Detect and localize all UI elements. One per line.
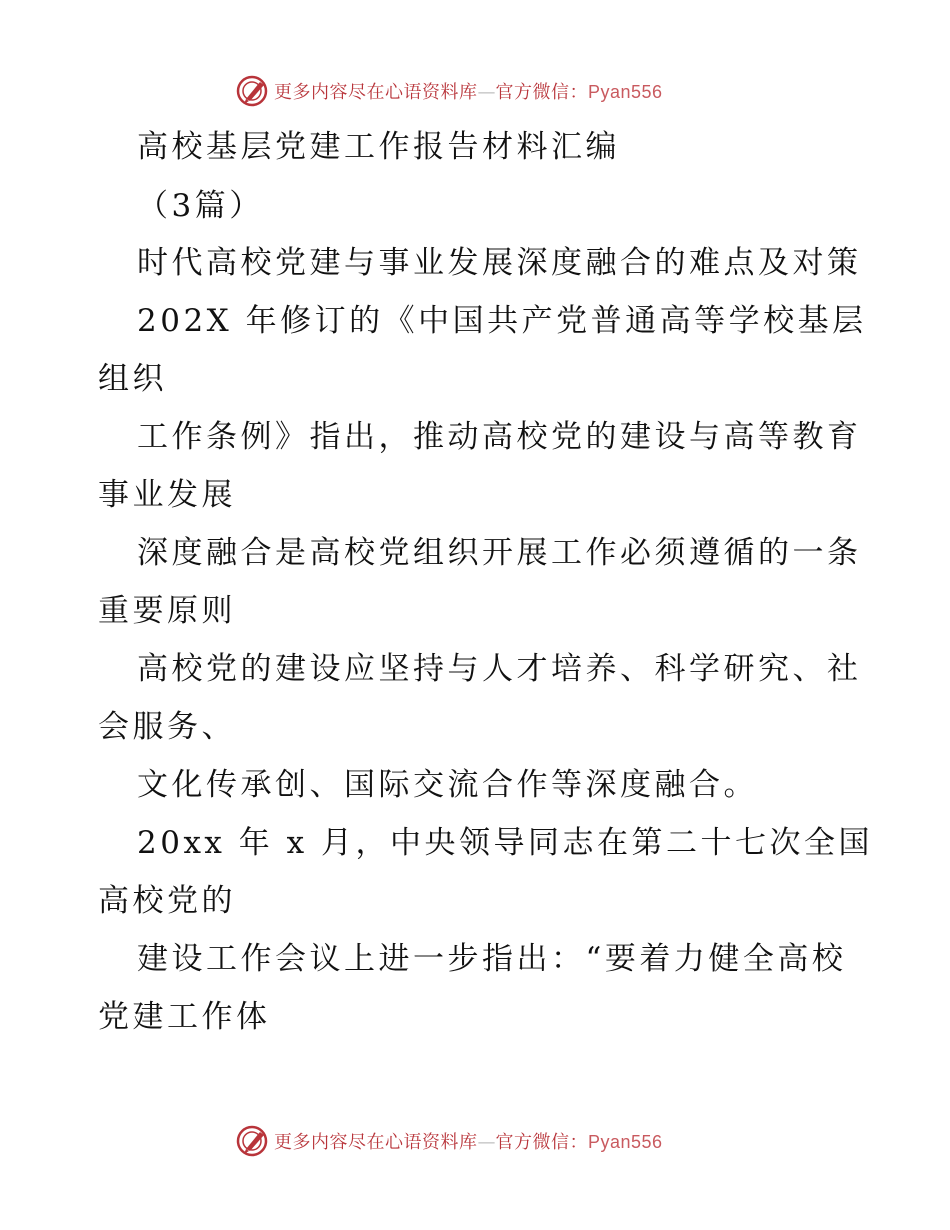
paragraph-line: 重要原则: [98, 593, 236, 629]
paragraph-line: 时代高校党建与事业发展深度融合的难点及对策: [137, 245, 862, 281]
paragraph-line: 工作条例》指出，推动高校党的建设与高等教育: [137, 419, 862, 455]
header-banner-text: [274, 78, 663, 104]
paragraph-line: 党建工作体: [98, 999, 271, 1035]
paragraph-line: 高校党的建设应坚持与人才培养、科学研究、社: [137, 651, 862, 687]
footer-banner-title: 更多内容尽在心语资料库: [274, 1132, 478, 1153]
footer-banner-separator: —: [477, 1132, 496, 1153]
header-banner[interactable]: [236, 74, 663, 108]
header-banner-title: 更多内容尽在心语资料库: [274, 82, 478, 103]
header-banner-separator: —: [477, 82, 496, 103]
paragraph-line: 文化传承创、国际交流合作等深度融合。: [137, 767, 758, 803]
paragraph-line: 深度融合是高校党组织开展工作必须遵循的一条: [137, 535, 862, 571]
paragraph-line: 20xx 年 x 月，中央领导同志在第二十七次全国: [137, 825, 873, 861]
pen-logo-icon: [236, 1124, 270, 1158]
paragraph-line: 202X 年修订的《中国共产党普通高等学校基层: [137, 303, 867, 339]
document-title: 高校基层党建工作报告材料汇编: [137, 129, 620, 165]
header-banner-account: Pyan556: [588, 82, 663, 102]
paragraph-line: 组织: [98, 361, 167, 397]
header-banner-wechat-label: 官方微信：: [495, 82, 588, 103]
paragraph-line: 会服务、: [98, 709, 236, 745]
footer-banner[interactable]: [236, 1124, 663, 1158]
footer-banner-account: Pyan556: [588, 1132, 663, 1152]
footer-banner-wechat-label: 官方微信：: [495, 1132, 588, 1153]
paragraph-line: 高校党的: [98, 883, 236, 919]
paragraph-line: 建设工作会议上进一步指出：“要着力健全高校: [137, 941, 847, 977]
paragraph-line: 事业发展: [98, 477, 236, 513]
footer-banner-text: [274, 1128, 663, 1154]
pen-logo-icon: [236, 74, 270, 108]
document-subtitle: （3篇）: [137, 188, 264, 224]
